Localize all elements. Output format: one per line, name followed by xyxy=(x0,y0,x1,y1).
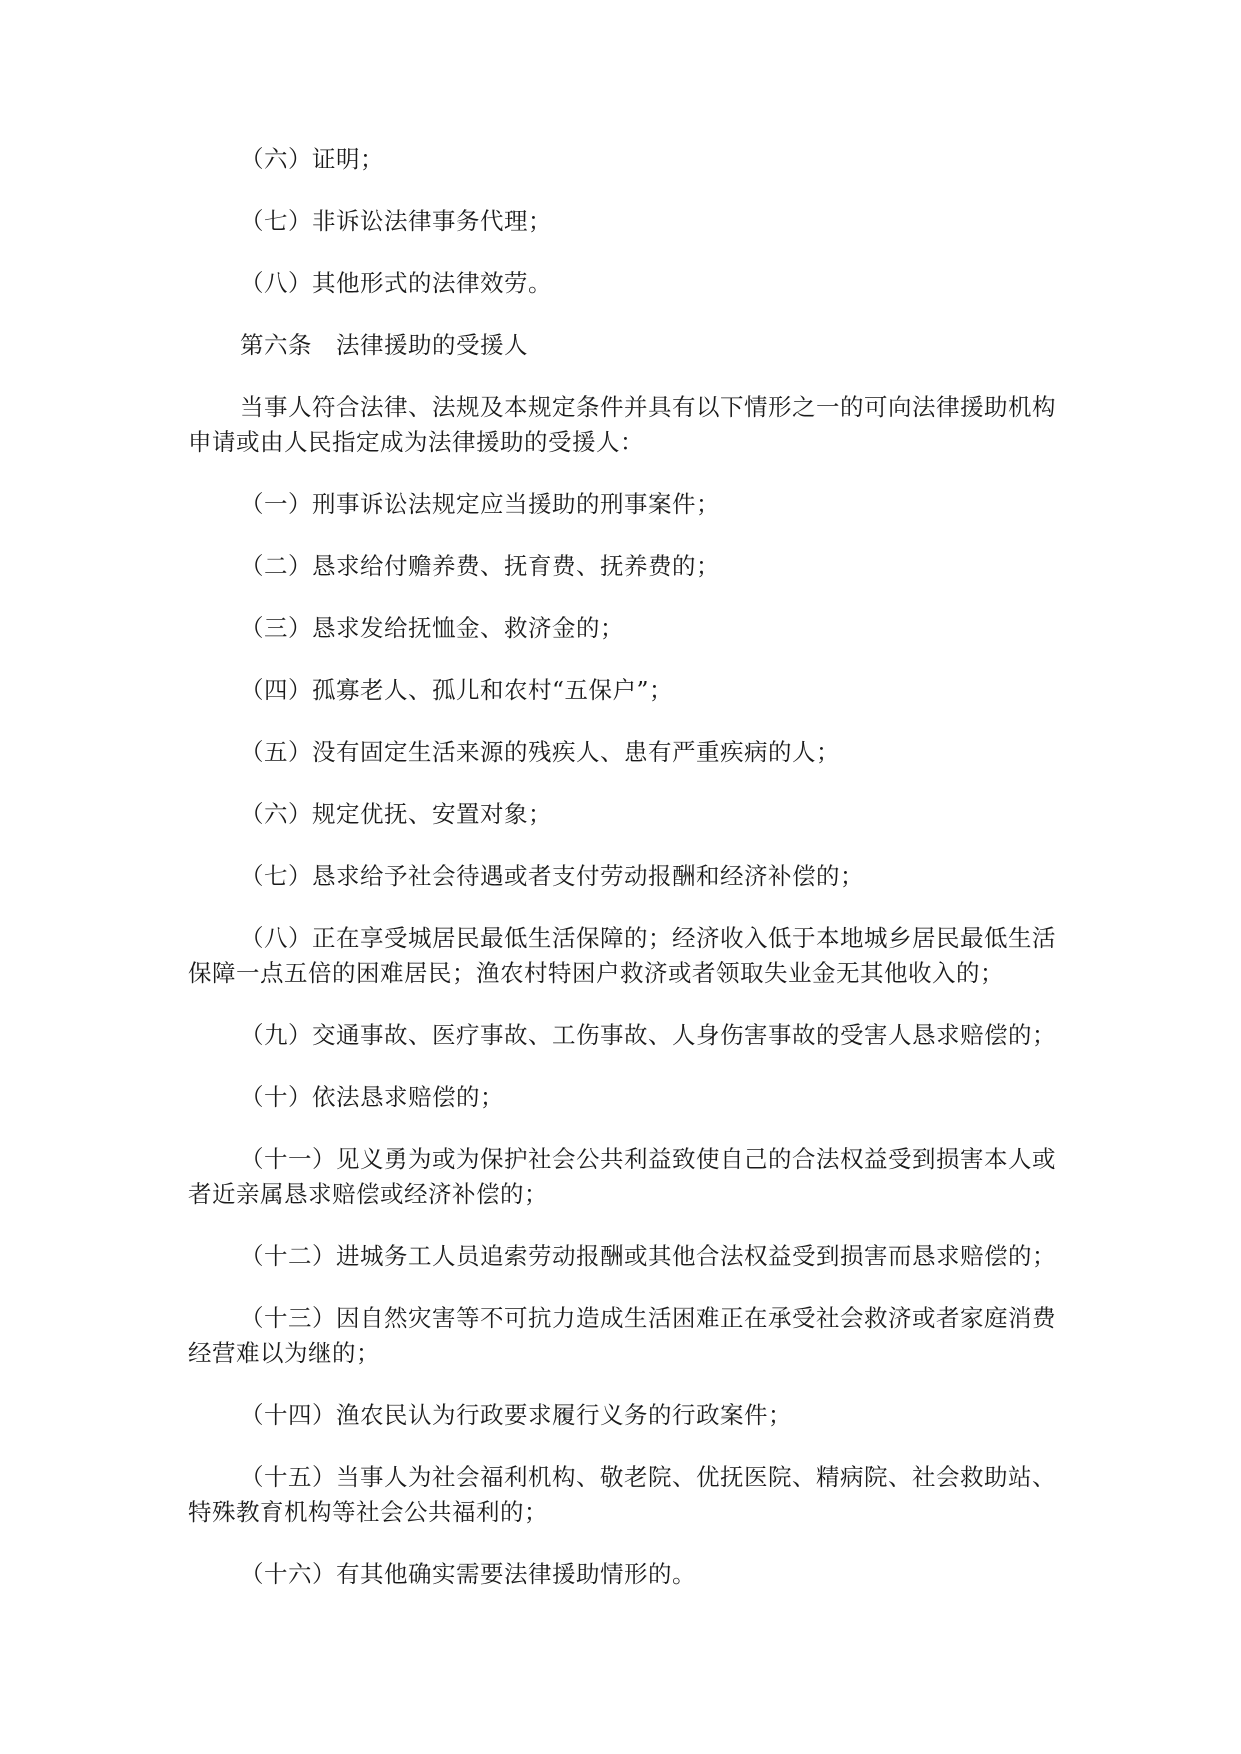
article-heading: 第六条 法律援助的受援人 xyxy=(240,331,528,359)
paragraph: （七）非诉讼法律事务代理； xyxy=(240,207,552,235)
paragraph: （八）其他形式的法律效劳。 xyxy=(240,269,552,297)
list-item: （十三）因自然灾害等不可抗力造成生活困难正在承受社会救济或者家庭消费经营难以为继的； xyxy=(188,1304,1056,1367)
paragraph: 当事人符合法律、法规及本规定条件并具有以下情形之一的可向法律援助机构申请或由人民指定成为法律援助的受援人： xyxy=(188,393,1056,456)
list-item: （四）孤寡老人、孤儿和农村“五保户”； xyxy=(240,676,674,704)
list-item: （十四）渔农民认为行政要求履行义务的行政案件； xyxy=(240,1401,792,1429)
list-item: （十一）见义勇为或为保护社会公共利益致使自己的合法权益受到损害本人或者近亲属恳求赔偿或经济补偿的； xyxy=(188,1145,1056,1208)
list-item: （十六）有其他确实需要法律援助情形的。 xyxy=(240,1560,696,1588)
list-item: （十五）当事人为社会福利机构、敬老院、优抚医院、精病院、社会救助站、特殊教育机构等社会公共福利的； xyxy=(188,1463,1056,1526)
paragraph: （六）证明； xyxy=(240,145,384,173)
list-item: （三）恳求发给抚恤金、救济金的； xyxy=(240,614,624,642)
list-item: （五）没有固定生活来源的残疾人、患有严重疾病的人； xyxy=(240,738,840,766)
list-item: （十）依法恳求赔偿的； xyxy=(240,1083,504,1111)
list-item: （七）恳求给予社会待遇或者支付劳动报酬和经济补偿的； xyxy=(240,862,864,890)
document-body xyxy=(188,142,1058,1619)
list-item: （一）刑事诉讼法规定应当援助的刑事案件； xyxy=(240,490,720,518)
list-item: （十二）进城务工人员追索劳动报酬或其他合法权益受到损害而恳求赔偿的； xyxy=(240,1242,1056,1270)
list-item: （九）交通事故、医疗事故、工伤事故、人身伤害事故的受害人恳求赔偿的； xyxy=(240,1021,1056,1049)
list-item: （二）恳求给付赡养费、抚育费、抚养费的； xyxy=(240,552,720,580)
list-item: （六）规定优抚、安置对象； xyxy=(240,800,552,828)
list-item: （八）正在享受城居民最低生活保障的；经济收入低于本地城乡居民最低生活保障一点五倍的困难居民；渔农村特困户救济或者领取失业金无其他收入的； xyxy=(188,924,1056,987)
